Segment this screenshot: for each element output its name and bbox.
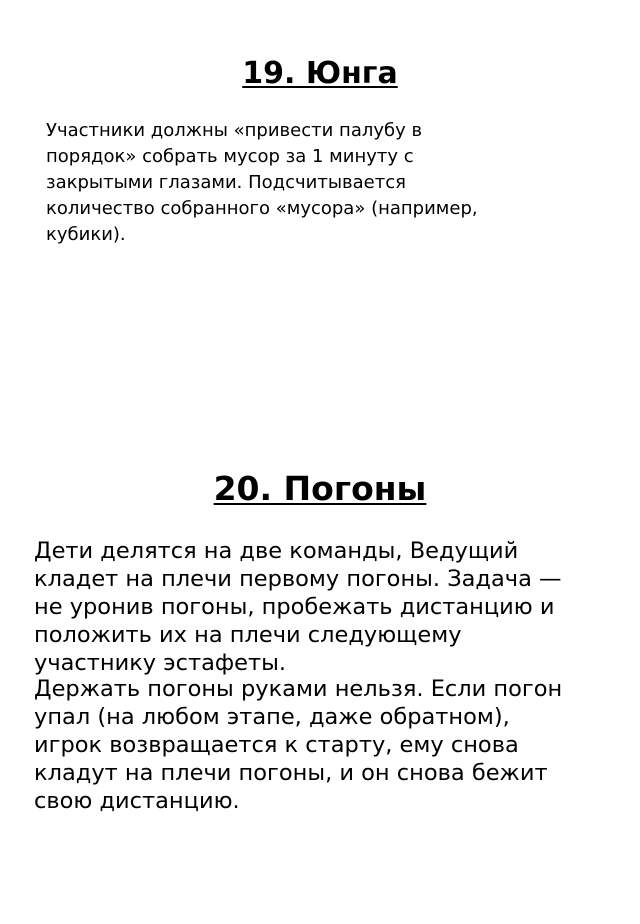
section-yunga	[0, 54, 640, 245]
section-pogony	[0, 467, 640, 814]
section-paragraph: Участники должны «привести палубу в порядок» собрать мусор за 1 минуту с закрытыми глазами. Подсчитывается количество собранного «мусора» (например, кубики).	[46, 120, 478, 245]
section-title: 19. Юнга	[242, 56, 398, 91]
section-title: 20. Погоны	[213, 469, 427, 508]
section-paragraph: Дети делятся на две команды, Ведущий кладет на плечи первому погоны. Задача — не уронив погоны, пробежать дистанцию и положить их на плечи следующему участнику эстафеты.	[34, 538, 562, 676]
section-paragraph: Держать погоны руками нельзя. Если погон упал (на любом этапе, даже обратном), игрок возвращается к старту, ему снова кладут на плечи погоны, и он снова бежит свою дистанцию.	[34, 676, 563, 814]
